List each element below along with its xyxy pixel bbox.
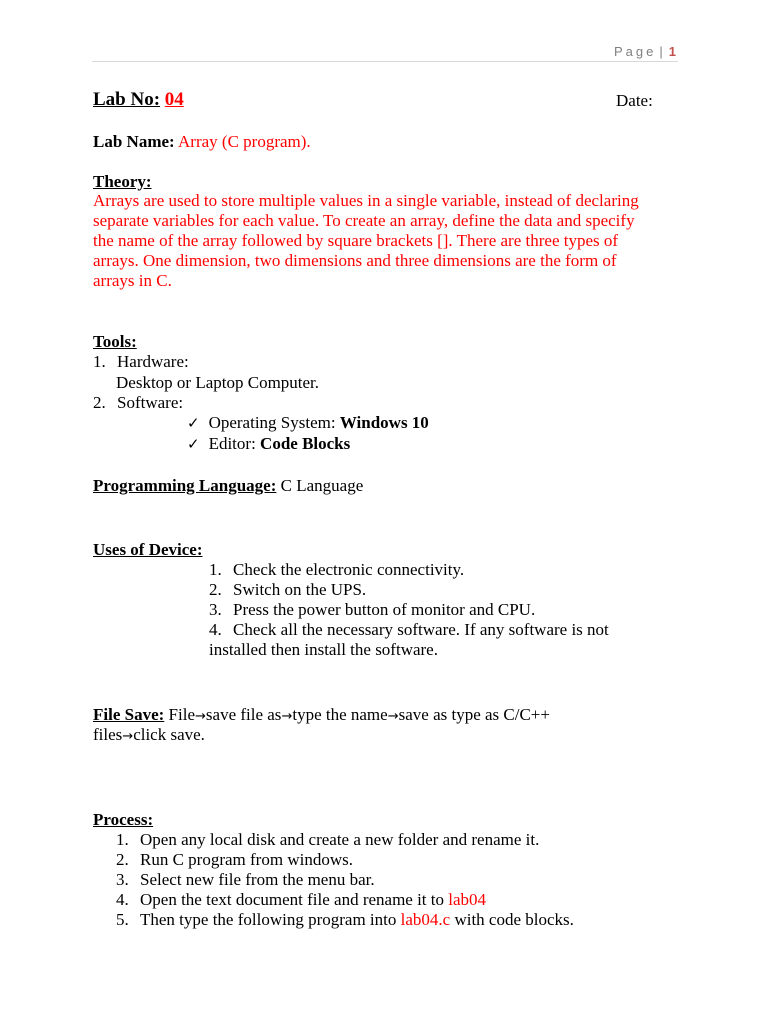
lab-no-value: 04 (164, 89, 184, 110)
file-save-step: save file as (205, 705, 282, 724)
tools-heading: Tools: (93, 332, 137, 351)
date-label: Date: (616, 91, 653, 110)
file-save-step: save as type as C/C++ (398, 705, 550, 724)
list-item-number: 2. (116, 850, 129, 869)
os-value: Windows 10 (339, 413, 429, 432)
hardware-label: Hardware: (117, 352, 189, 371)
file-save-step: type the name (292, 705, 388, 724)
arrow-right-icon: → (281, 709, 293, 724)
filename-highlight: lab04 (448, 890, 487, 909)
tools-hardware-item (93, 352, 189, 372)
programming-language-value: C Language (280, 476, 364, 495)
checkmark-icon: ✓ (187, 435, 200, 453)
list-item-number: 3. (116, 870, 129, 889)
file-save-step: files (93, 725, 123, 744)
list-item-text: Open any local disk and create a new folder and rename it. (140, 830, 540, 849)
list-item-number: 4. (116, 890, 129, 909)
list-item (116, 910, 574, 930)
theory-heading: Theory: (93, 172, 152, 191)
editor-label: Editor: (208, 434, 256, 453)
checkmark-icon: ✓ (187, 414, 200, 432)
uses-of-device-heading: Uses of Device: (93, 540, 203, 559)
arrow-right-icon: → (387, 709, 399, 724)
list-item (209, 620, 609, 640)
arrow-right-icon: → (195, 709, 206, 724)
list-item-text: Then type the following program into (140, 910, 401, 929)
theory-line: the name of the array followed by square brackets []. There are three types of (93, 231, 619, 250)
os-label: Operating System: (208, 413, 336, 432)
file-save-line-2 (93, 725, 205, 745)
software-editor-item (187, 434, 350, 454)
editor-value: Code Blocks (260, 434, 351, 453)
list-item (209, 600, 609, 620)
tools-software-item (93, 393, 183, 413)
page-number: 1 (668, 44, 676, 59)
list-item (116, 890, 574, 910)
list-item-text: with code blocks. (450, 910, 574, 929)
list-item-number: 4. (209, 620, 222, 639)
theory-body (93, 191, 639, 291)
tools-item-number: 2. (93, 393, 106, 412)
software-label: Software: (117, 393, 184, 412)
list-item-number: 1. (209, 560, 222, 579)
page-label: Page (614, 44, 657, 59)
list-item-number: 5. (116, 910, 129, 929)
list-item-text: Press the power button of monitor and CPU. (233, 600, 536, 619)
list-item (209, 560, 609, 580)
programming-language-heading: Programming Language: (93, 476, 277, 495)
process-list (116, 830, 574, 930)
lab-number-line (93, 89, 184, 111)
file-save-heading: File Save: (93, 705, 165, 724)
header-rule (92, 61, 678, 62)
device-list (209, 560, 609, 660)
page-header (614, 44, 676, 59)
list-item-text: Check all the necessary software. If any software is not (233, 620, 609, 639)
process-heading: Process: (93, 810, 154, 829)
list-item-text: Switch on the UPS. (233, 580, 367, 599)
file-save-line (93, 705, 550, 725)
theory-line: Arrays are used to store multiple values in a single variable, instead of declaring (93, 191, 639, 210)
list-item-text: Run C program from windows. (140, 850, 353, 869)
list-item (116, 870, 574, 890)
file-save-step: File (168, 705, 195, 724)
list-item (116, 850, 574, 870)
theory-line: separate variables for each value. To create an array, define the data and specify (93, 211, 635, 230)
lab-name-value: Array (C program). (178, 132, 311, 151)
list-item-text: Open the text document file and rename it to (140, 890, 449, 909)
list-item-continuation: installed then install the software. (209, 640, 438, 659)
lab-name-label: Lab Name: (93, 132, 175, 151)
list-item-number: 1. (116, 830, 129, 849)
list-item-number: 2. (209, 580, 222, 599)
file-save-step: click save. (133, 725, 205, 744)
filename-highlight: lab04.c (400, 910, 451, 929)
lab-name-line (93, 132, 311, 152)
programming-language-line (93, 476, 363, 496)
theory-line: arrays. One dimension, two dimensions and three dimensions are the form of (93, 251, 617, 270)
page-separator: | (659, 44, 663, 59)
software-os-item (187, 413, 429, 433)
hardware-value: Desktop or Laptop Computer. (116, 373, 320, 392)
list-item (116, 830, 574, 850)
list-item (209, 580, 609, 600)
arrow-right-icon: → (122, 729, 134, 744)
tools-item-number: 1. (93, 352, 106, 371)
lab-no-label: Lab No: (93, 89, 161, 110)
theory-line: arrays in C. (93, 271, 172, 290)
list-item-text: Select new file from the menu bar. (140, 870, 375, 889)
list-item-number: 3. (209, 600, 222, 619)
list-item-text: Check the electronic connectivity. (233, 560, 465, 579)
